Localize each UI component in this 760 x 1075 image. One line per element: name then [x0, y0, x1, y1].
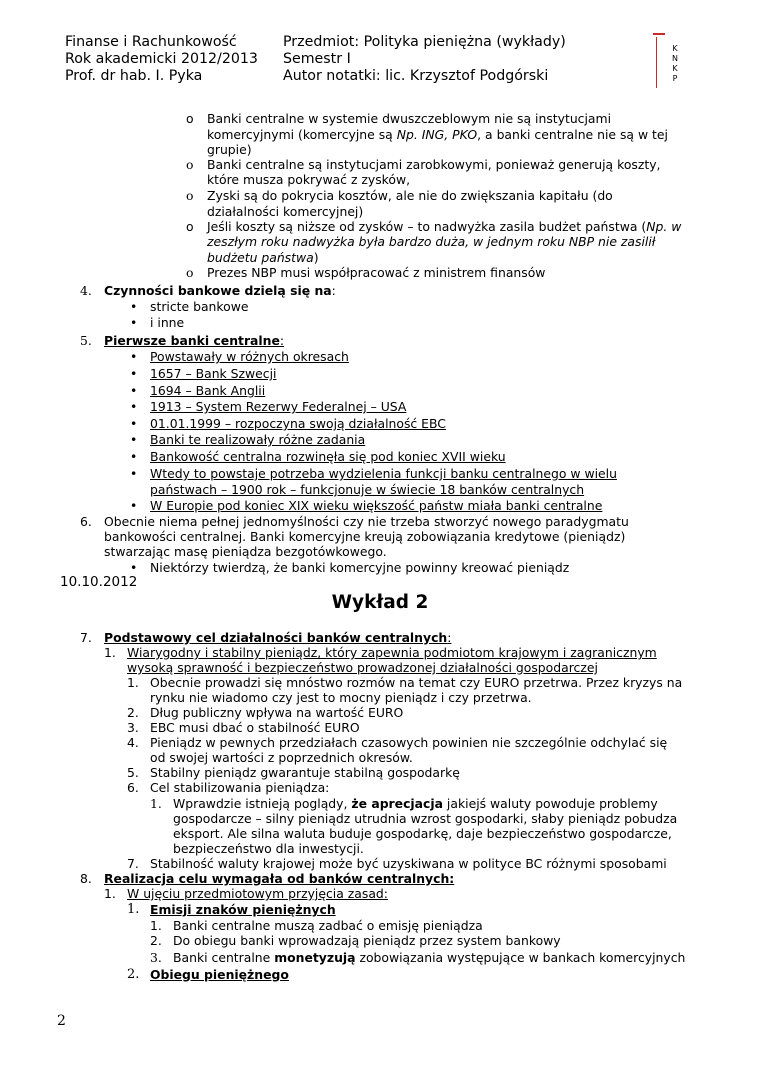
bullet-icon: • — [130, 466, 138, 481]
list-number: 7. — [127, 856, 139, 871]
list-number: 2. — [127, 967, 140, 982]
list-item: Bankowość centralna rozwinęła się pod koniec XVII wieku — [150, 449, 506, 464]
list-number: 1. — [104, 886, 116, 901]
list-item: gospodarcze – silny pieniądz utrudnia wzrost gospodarki, słaby pieniądz pobudza — [173, 811, 678, 826]
intro-line: Jeśli koszty są niższe od zysków – to nadwyżka zasila budżet państwa (Np. w — [207, 219, 682, 234]
list-number: 1. — [127, 902, 140, 917]
list-item: 01.01.1999 – rozpoczyna swoją działalność EBC — [150, 416, 446, 431]
list-item: Wtedy to powstaje potrzeba wydzielenia funkcji banku centralnego w wielu — [150, 466, 617, 481]
list-item: od swojej wartości z poprzednich okresów. — [150, 750, 413, 765]
section-heading: Podstawowy cel działalności banków centralnych: — [104, 630, 452, 645]
list-item: Stabilność waluty krajowej może być uzyskiwana w polityce BC różnymi sposobami — [150, 856, 667, 871]
list-item: państwach – 1900 rok – funkcjonuje w świecie 18 banków centralnych — [150, 482, 585, 497]
intro-line: Zyski są do pokrycia kosztów, ale nie do zwiększania kapitału (do — [207, 188, 613, 203]
sub-heading-line: W ujęciu przedmiotowym przyjęcia zasad: — [127, 886, 388, 901]
logo-letter: P — [672, 74, 678, 83]
list-item: Banki centralne monetyzują zobowiązania występujące w bankach komercyjnych — [173, 950, 686, 965]
bullet-icon: • — [130, 399, 138, 414]
list-item: i inne — [150, 315, 185, 330]
o-bullet-icon: o — [186, 219, 194, 234]
intro-line: komercyjnymi (komercyjne są Np. ING, PKO, a banki centralne nie są w tej — [207, 127, 668, 142]
list-item: Stabilny pieniądz gwarantuje stabilną gospodarkę — [150, 765, 460, 780]
list-item: Do obiegu banki wprowadzają pieniądz przez system bankowy — [173, 933, 561, 948]
list-item: 1694 – Bank Anglii — [150, 383, 266, 398]
list-number: 2. — [150, 933, 162, 948]
bullet-icon: • — [130, 498, 138, 513]
o-bullet-icon: o — [186, 111, 194, 126]
list-number: 7. — [80, 630, 92, 645]
intro-line: Banki centralne w systemie dwuszczeblowym nie są instytucjami — [207, 111, 612, 126]
o-bullet-icon: o — [186, 188, 194, 203]
sub-heading-line: Emisji znaków pieniężnych — [150, 902, 336, 917]
list-number: 8. — [80, 871, 92, 886]
bullet-icon: • — [130, 315, 138, 330]
bullet-icon: • — [130, 416, 138, 431]
list-number: 1. — [104, 645, 116, 660]
list-item: Dług publiczny wpływa na wartość EURO — [150, 705, 404, 720]
bullet-icon: • — [130, 383, 138, 398]
bullet-icon: • — [130, 349, 138, 364]
list-item: Pieniądz w pewnych przedziałach czasowych powinien nie szczególnie odchylać się — [150, 735, 668, 750]
sub-heading-line: Obiegu pieniężnego — [150, 967, 289, 982]
intro-line: grupie) — [207, 142, 252, 157]
logo-line — [656, 37, 657, 88]
list-item: 1913 – System Rezerwy Federalnej – USA — [150, 399, 407, 414]
list-item: Wprawdzie istnieją poglądy, że aprecjacja jakiejś waluty powoduje problemy — [173, 796, 658, 811]
lecture-date: 10.10.2012 — [60, 574, 138, 590]
bullet-icon: • — [130, 299, 138, 314]
intro-line: Prezes NBP musi współpracować z ministrem finansów — [207, 265, 546, 280]
list-item: stricte bankowe — [150, 299, 249, 314]
intro-line: zeszłym roku nadwyżka była bardzo duża, w jednym roku NBP nie zasilił — [207, 234, 656, 249]
list-number: 5. — [80, 333, 92, 348]
bullet-icon: • — [130, 449, 138, 464]
list-number: 6. — [127, 780, 139, 795]
header-author: Autor notatki: lic. Krzysztof Podgórski — [283, 68, 549, 84]
paragraph-line: bankowości centralnej. Banki komercyjne kreują zobowiązania kredytowe (pieniądz) — [104, 529, 626, 544]
list-item: Niektórzy twierdzą, że banki komercyjne powinny kreować pieniądz — [150, 560, 570, 575]
intro-line: działalności komercyjnej) — [207, 204, 364, 219]
logo-bar — [653, 33, 665, 35]
list-item: EBC musi dbać o stabilność EURO — [150, 720, 360, 735]
header-academic-year: Rok akademicki 2012/2013 — [65, 51, 258, 67]
logo-letter: K — [672, 64, 678, 73]
list-item: Obecnie prowadzi się mnóstwo rozmów na temat czy EURO przetrwa. Przez kryzys na — [150, 675, 683, 690]
list-item: eksport. Ale silna waluta buduje gospodarkę, daje bezpieczeństwo gospodarcze, — [173, 826, 672, 841]
section-heading: Czynności bankowe dzielą się na: — [104, 283, 336, 298]
list-number: 1. — [150, 796, 162, 811]
section-heading: Pierwsze banki centralne: — [104, 333, 285, 348]
lecture-title: Wykład 2 — [331, 592, 429, 613]
list-item: rynku nie wiadomo czy jest to mocny pieniądz i czy przetrwa. — [150, 690, 532, 705]
bullet-icon: • — [130, 432, 138, 447]
list-item: W Europie pod koniec XIX wieku większość państw miała banki centralne — [150, 498, 603, 513]
list-item: Banki centralne muszą zadbać o emisję pieniądza — [173, 918, 483, 933]
bullet-icon: • — [130, 560, 138, 575]
list-number: 5. — [127, 765, 139, 780]
list-item: Banki te realizowały różne zadania — [150, 432, 366, 447]
o-bullet-icon: o — [186, 157, 194, 172]
intro-line: które musza pokrywać z zysków, — [207, 172, 411, 187]
paragraph-line: Obecnie niema pełnej jednomyślności czy nie trzeba stworzyć nowego paradygmatu — [104, 514, 629, 529]
list-number: 4. — [80, 283, 92, 298]
list-item: Powstawały w różnych okresach — [150, 349, 349, 364]
header-semester: Semestr I — [283, 51, 351, 67]
logo-letter: N — [672, 54, 678, 63]
sub-heading-line: wysoką sprawność i bezpieczeństwo prowadzonej działalności gospodarczej — [127, 660, 598, 675]
intro-line: budżetu państwa) — [207, 250, 319, 265]
header-professor: Prof. dr hab. I. Pyka — [65, 68, 203, 84]
logo-letter: K — [672, 44, 678, 53]
header-faculty: Finanse i Rachunkowość — [65, 34, 237, 50]
bullet-icon: • — [130, 366, 138, 381]
list-number: 1. — [150, 918, 162, 933]
paragraph-line: stwarzając masę pieniądza bezgotówkowego. — [104, 544, 387, 559]
list-number: 1. — [127, 675, 139, 690]
header-subject: Przedmiot: Polityka pieniężna (wykłady) — [283, 34, 566, 50]
list-number: 3. — [150, 950, 162, 965]
intro-line: Banki centralne są instytucjami zarobkowymi, ponieważ generują koszty, — [207, 157, 661, 172]
list-item: 1657 – Bank Szwecji — [150, 366, 277, 381]
list-number: 4. — [127, 735, 139, 750]
page-number: 2 — [57, 1013, 66, 1029]
list-number: 6. — [80, 514, 92, 529]
list-number: 2. — [127, 705, 139, 720]
section-heading: Realizacja celu wymagała od banków centralnych: — [104, 871, 455, 886]
sub-heading-line: Wiarygodny i stabilny pieniądz, który zapewnia podmiotom krajowym i zagranicznym — [127, 645, 657, 660]
o-bullet-icon: o — [186, 265, 194, 280]
list-item: Cel stabilizowania pieniądza: — [150, 780, 330, 795]
list-item: bezpieczeństwo dla inwestycji. — [173, 841, 364, 856]
list-number: 3. — [127, 720, 139, 735]
